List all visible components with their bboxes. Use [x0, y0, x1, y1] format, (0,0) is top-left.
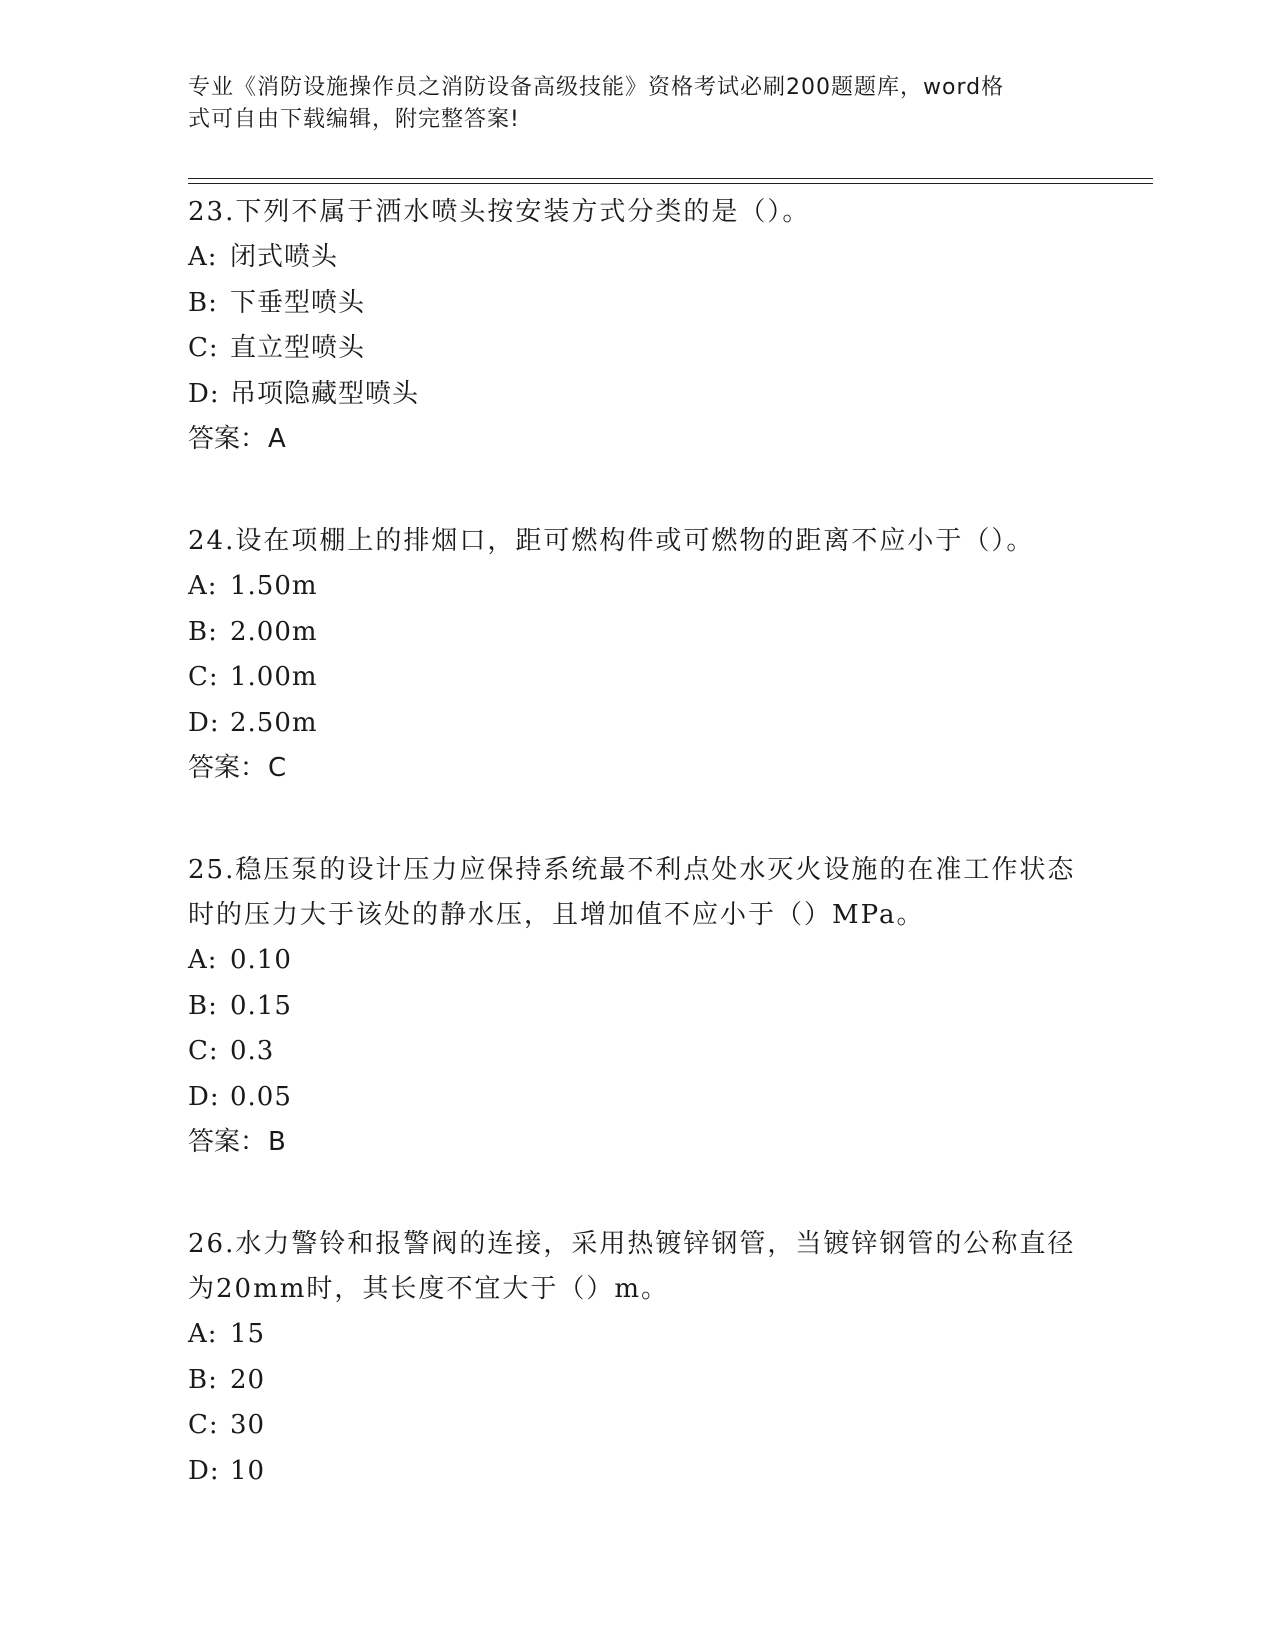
option-b — [188, 984, 1088, 1030]
option-text: 20 — [230, 1364, 266, 1395]
option-letter: B: — [188, 1364, 218, 1395]
header-line-1: 专业《消防设施操作员之消防设备高级技能》资格考试必刷200题题库，word格 — [188, 75, 1005, 100]
option-letter: C: — [188, 1036, 219, 1066]
option-letter: B: — [188, 616, 218, 647]
option-letter: A: — [188, 571, 218, 601]
option-letter: D: — [188, 707, 220, 738]
option-text: 0.05 — [230, 1081, 292, 1112]
option-text: 1.00m — [230, 662, 318, 692]
option-a — [188, 938, 1088, 984]
option-letter: A: — [188, 1319, 218, 1349]
option-text: 闭式喷头 — [230, 242, 339, 272]
option-a — [188, 235, 1088, 281]
header-divider-bottom — [188, 183, 1153, 184]
option-text: 10 — [230, 1455, 266, 1486]
option-c — [188, 326, 1088, 372]
option-b — [188, 610, 1088, 656]
question-24 — [188, 519, 1088, 790]
answer-value: C — [268, 753, 287, 783]
answer-line — [188, 1120, 1088, 1164]
document-header — [188, 72, 1068, 136]
answer-value: A — [268, 424, 286, 454]
option-letter: B: — [188, 287, 218, 318]
option-letter: D: — [188, 1455, 220, 1486]
option-b — [188, 1358, 1088, 1404]
option-d — [188, 372, 1088, 418]
option-text: 下垂型喷头 — [230, 287, 366, 318]
option-text: 0.15 — [230, 990, 292, 1021]
question-stem: 26.水力警铃和报警阀的连接，采用热镀锌钢管，当镀锌钢管的公称直径为20mm时，其长度不宜大于（）m。 — [188, 1229, 1076, 1304]
option-letter: C: — [188, 662, 219, 692]
option-letter: A: — [188, 945, 218, 975]
question-stem: 23.下列不属于洒水喷头按安装方式分类的是（）。 — [188, 197, 811, 227]
option-letter: C: — [188, 1410, 219, 1440]
option-d — [188, 1449, 1088, 1495]
answer-label: 答案： — [188, 424, 267, 454]
question-list — [188, 190, 1088, 1552]
option-text: 直立型喷头 — [230, 333, 366, 363]
option-c — [188, 1403, 1088, 1449]
option-a — [188, 564, 1088, 610]
option-c — [188, 655, 1088, 701]
option-text: 15 — [230, 1319, 266, 1349]
answer-label: 答案： — [188, 753, 267, 783]
answer-line — [188, 746, 1088, 790]
answer-label: 答案： — [188, 1127, 267, 1157]
option-b — [188, 281, 1088, 327]
option-text: 吊项隐藏型喷头 — [230, 378, 420, 409]
answer-value: B — [268, 1127, 286, 1157]
option-c — [188, 1029, 1088, 1075]
option-letter: C: — [188, 333, 219, 363]
question-stem: 24.设在项棚上的排烟口，距可燃构件或可燃物的距离不应小于（）。 — [188, 526, 1035, 556]
question-stem: 25.稳压泵的设计压力应保持系统最不利点处水灭火设施的在准工作状态时的压力大于该处的静水压，且增加值不应小于（）MPa。 — [188, 855, 1076, 930]
option-letter: B: — [188, 990, 218, 1021]
answer-line — [188, 417, 1088, 461]
option-text: 0.3 — [230, 1036, 275, 1066]
question-23 — [188, 190, 1088, 461]
option-text: 0.10 — [230, 945, 292, 975]
question-26 — [188, 1222, 1088, 1494]
header-divider-top — [188, 178, 1153, 179]
option-d — [188, 1075, 1088, 1121]
option-text: 2.50m — [230, 707, 318, 738]
option-letter: D: — [188, 378, 220, 409]
option-text: 30 — [230, 1410, 266, 1440]
option-letter: D: — [188, 1081, 220, 1112]
option-letter: A: — [188, 242, 218, 272]
question-25 — [188, 848, 1088, 1164]
option-text: 1.50m — [230, 571, 318, 601]
header-line-2: 式可自由下载编辑，附完整答案! — [188, 107, 520, 132]
option-a — [188, 1312, 1088, 1358]
option-text: 2.00m — [230, 616, 318, 647]
option-d — [188, 701, 1088, 747]
